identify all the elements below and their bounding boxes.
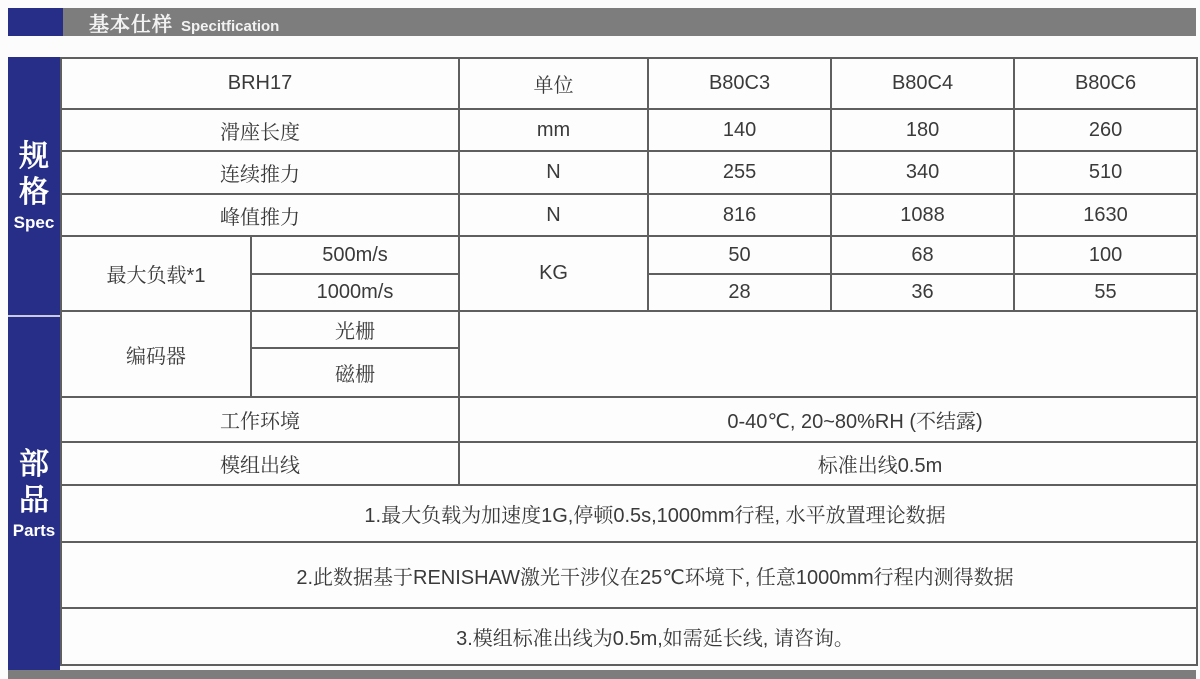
cell-max-load-1000-b80c3: 28 bbox=[648, 274, 831, 311]
cell-cont-force-b80c3: 255 bbox=[648, 151, 831, 194]
col-header-b80c4: B80C4 bbox=[831, 58, 1014, 109]
cell-max-load-500-b80c4: 68 bbox=[831, 236, 1014, 274]
cell-slider-length-b80c3: 140 bbox=[648, 109, 831, 151]
left-sidebar bbox=[8, 57, 60, 670]
section-header-bar bbox=[8, 8, 1196, 36]
spec-label-en: Spec bbox=[13, 213, 55, 232]
cell-cont-force-unit: N bbox=[459, 151, 648, 194]
cell-slider-length-b80c6: 260 bbox=[1014, 109, 1197, 151]
sidebar-section-parts bbox=[8, 317, 60, 670]
table-row bbox=[61, 397, 1197, 442]
cell-max-load-speed1: 500m/s bbox=[251, 236, 459, 274]
cell-slider-length-unit: mm bbox=[459, 109, 648, 151]
cell-peak-force-label: 峰值推力 bbox=[61, 194, 459, 236]
cell-slider-length-b80c4: 180 bbox=[831, 109, 1014, 151]
cell-environment-value: 0-40℃, 20~80%RH (不结露) bbox=[459, 397, 1197, 442]
table-row bbox=[61, 151, 1197, 194]
cell-series-model: BRH17 bbox=[61, 58, 459, 109]
cell-peak-force-b80c6: 1630 bbox=[1014, 194, 1197, 236]
cell-cont-force-b80c6: 510 bbox=[1014, 151, 1197, 194]
cell-max-load-500-b80c3: 50 bbox=[648, 236, 831, 274]
table-row bbox=[61, 311, 1197, 348]
table-row bbox=[61, 236, 1197, 274]
col-header-b80c6: B80C6 bbox=[1014, 58, 1197, 109]
parts-label-en: Parts bbox=[12, 520, 56, 540]
cell-encoder-value bbox=[459, 311, 1197, 397]
cell-peak-force-b80c3: 816 bbox=[648, 194, 831, 236]
bottom-bar bbox=[8, 670, 1196, 679]
cell-environment-label: 工作环境 bbox=[61, 397, 459, 442]
cell-max-load-label: 最大负载*1 bbox=[61, 236, 251, 311]
cell-encoder-optical: 光栅 bbox=[251, 311, 459, 348]
cell-unit-header: 单位 bbox=[459, 58, 648, 109]
table-row bbox=[61, 442, 1197, 485]
table-row bbox=[61, 58, 1197, 109]
cell-max-load-speed2: 1000m/s bbox=[251, 274, 459, 311]
cell-encoder-magnetic: 磁栅 bbox=[251, 348, 459, 397]
cell-cont-force-b80c4: 340 bbox=[831, 151, 1014, 194]
note-2: 2.此数据基于RENISHAW激光干涉仪在25℃环境下, 任意1000mm行程内测得数据 bbox=[61, 542, 1197, 608]
cell-slider-length-label: 滑座长度 bbox=[61, 109, 459, 151]
cell-max-load-1000-b80c4: 36 bbox=[831, 274, 1014, 311]
parts-label-zh: 部品 bbox=[19, 447, 49, 517]
cell-encoder-label: 编码器 bbox=[61, 311, 251, 397]
table-row bbox=[61, 542, 1197, 608]
table-row bbox=[61, 194, 1197, 236]
cell-max-load-500-b80c6: 100 bbox=[1014, 236, 1197, 274]
spec-label-zh: 规格 bbox=[19, 140, 49, 209]
sidebar-section-spec bbox=[8, 57, 60, 315]
cell-cont-force-label: 连续推力 bbox=[61, 151, 459, 194]
section-title bbox=[89, 8, 279, 37]
table-row bbox=[61, 485, 1197, 542]
cell-cable-value: 标准出线0.5m bbox=[459, 442, 1197, 485]
cell-cable-label: 模组出线 bbox=[61, 442, 459, 485]
table-row bbox=[61, 109, 1197, 151]
spec-table bbox=[60, 57, 1198, 666]
col-header-b80c3: B80C3 bbox=[648, 58, 831, 109]
cell-max-load-unit: KG bbox=[459, 236, 648, 311]
table-row bbox=[61, 608, 1197, 665]
cell-peak-force-b80c4: 1088 bbox=[831, 194, 1014, 236]
cell-peak-force-unit: N bbox=[459, 194, 648, 236]
note-3: 3.模组标准出线为0.5m,如需延长线, 请咨询。 bbox=[61, 608, 1197, 665]
header-accent-square bbox=[8, 8, 63, 36]
note-1: 1.最大负载为加速度1G,停顿0.5s,1000mm行程, 水平放置理论数据 bbox=[61, 485, 1197, 542]
cell-max-load-1000-b80c6: 55 bbox=[1014, 274, 1197, 311]
section-title-en: Specitfication bbox=[181, 17, 280, 35]
section-title-zh: 基本仕样 bbox=[89, 13, 173, 36]
